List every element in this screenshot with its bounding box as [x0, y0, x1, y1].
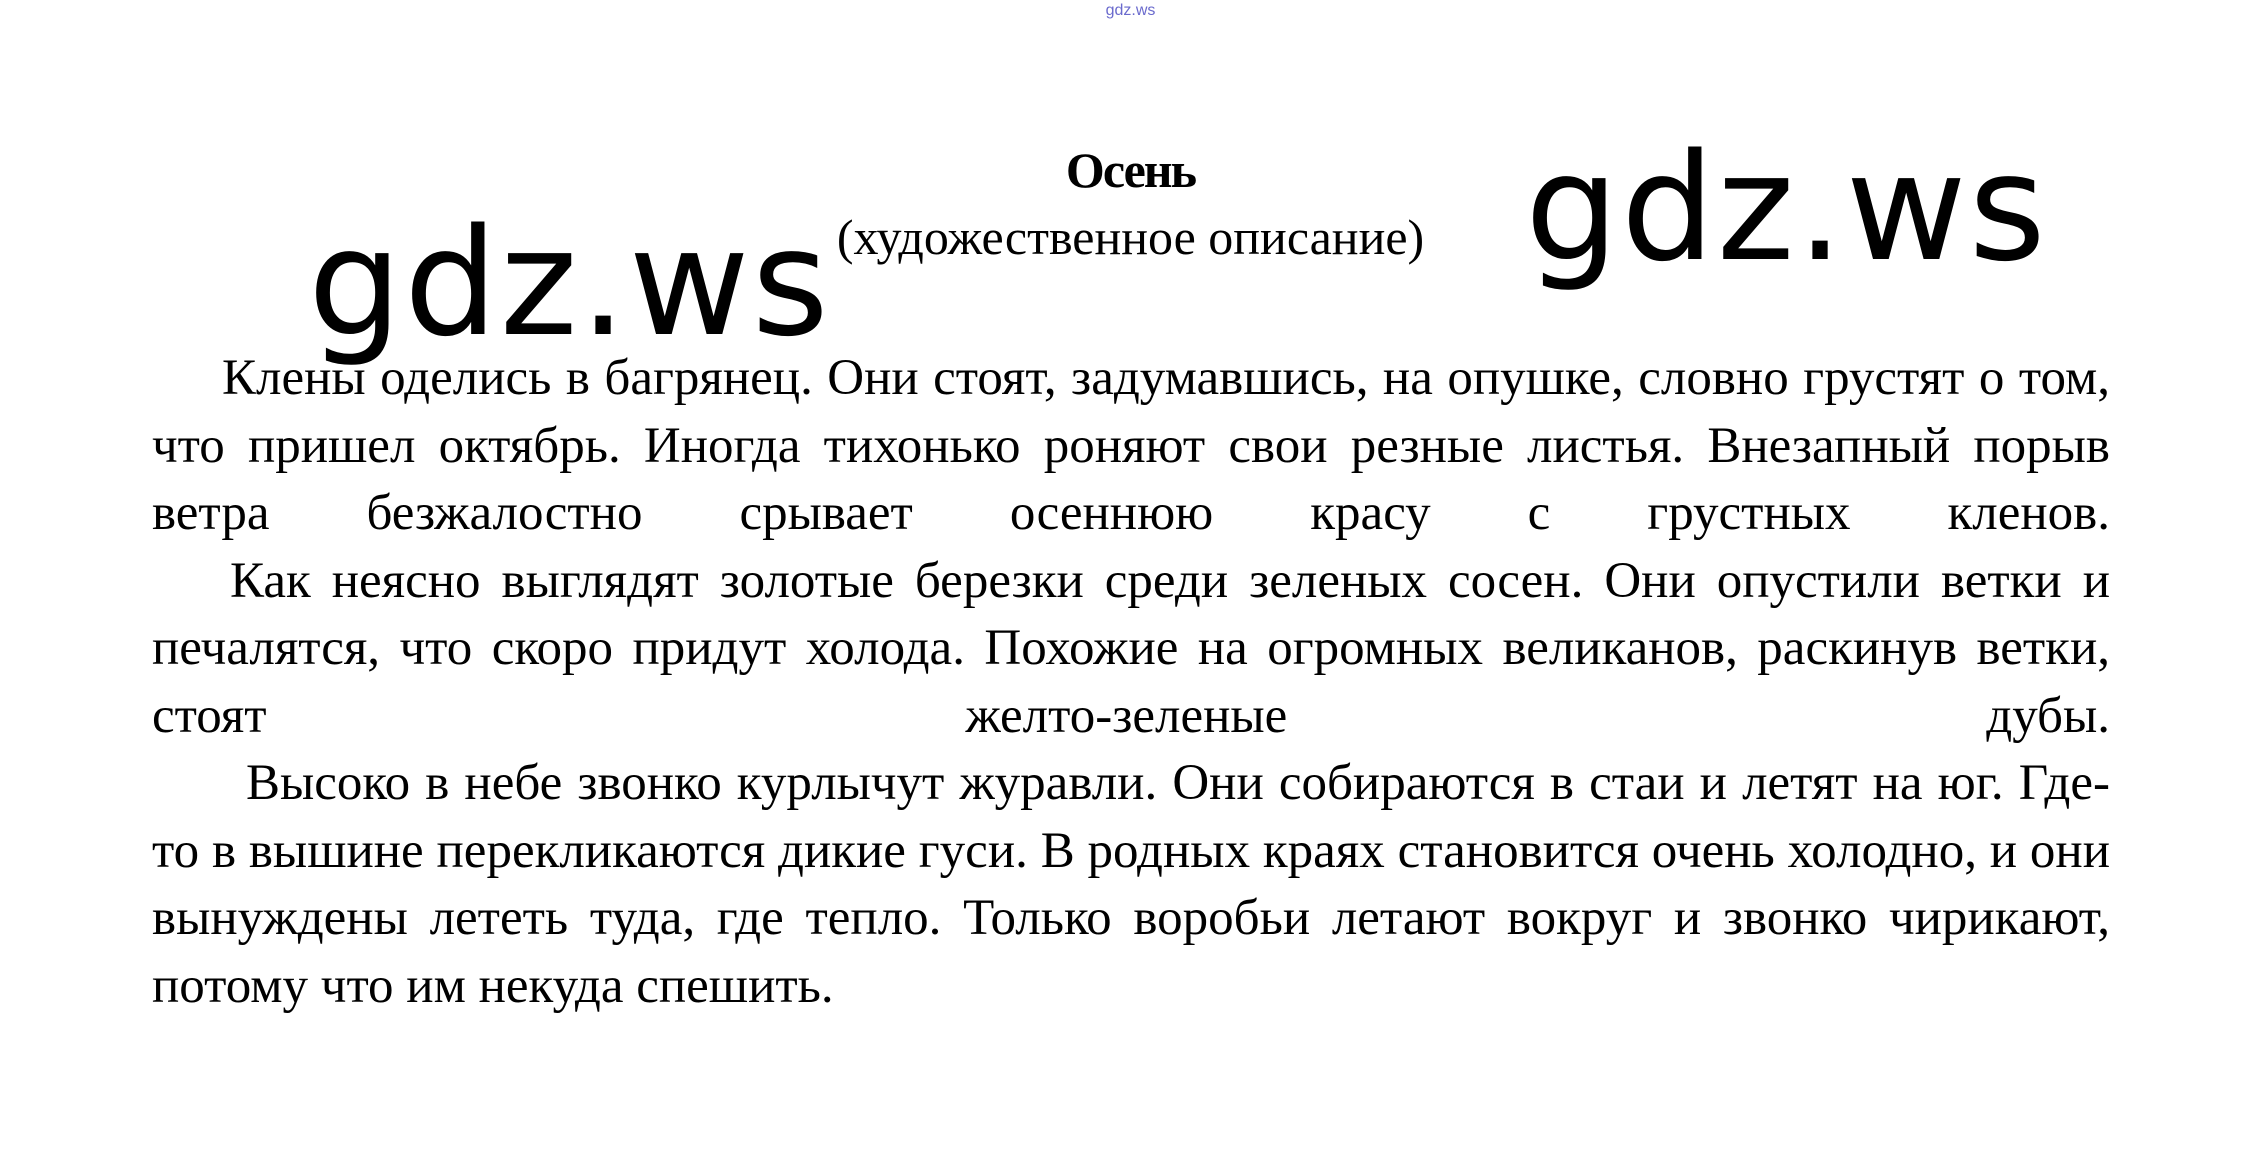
page-title: Осень	[1065, 142, 1196, 198]
paragraph-2: Как неясно выглядят золотые березки среди зеленых сосен. Они опустили ветки и печалятся, что скоро придут холода. Похожие на огромных великанов, раскинув ветки, стоят желто-зеленые дубы.	[152, 552, 2110, 744]
site-tag: gdz.ws	[1105, 2, 1156, 19]
essay-body	[152, 345, 2110, 1020]
watermark-right: gdz.ws	[1525, 122, 2048, 294]
watermark-left: gdz.ws	[308, 197, 831, 369]
paragraph-3: Высоко в небе звонко курлычут журавли. Они собираются в стаи и летят на юг. Где-то в вышине перекликаются дикие гуси. В родных краях становится очень холодно, и они вынуждены лететь туда, где тепло. Только воробьи летают вокруг и звонко чирикают, потому что им некуда спешить.	[152, 755, 2110, 1014]
paragraph-1: Клены оделись в багрянец. Они стоят, задумавшись, на опушке, словно грустят о том, что пришел октябрь. Иногда тихонько роняют свои резные листья. Внезапный порыв ветра безжалостно срывает осеннюю красу с грустных кленов.	[152, 350, 2110, 541]
page-subtitle: (художественное описание)	[836, 209, 1425, 265]
